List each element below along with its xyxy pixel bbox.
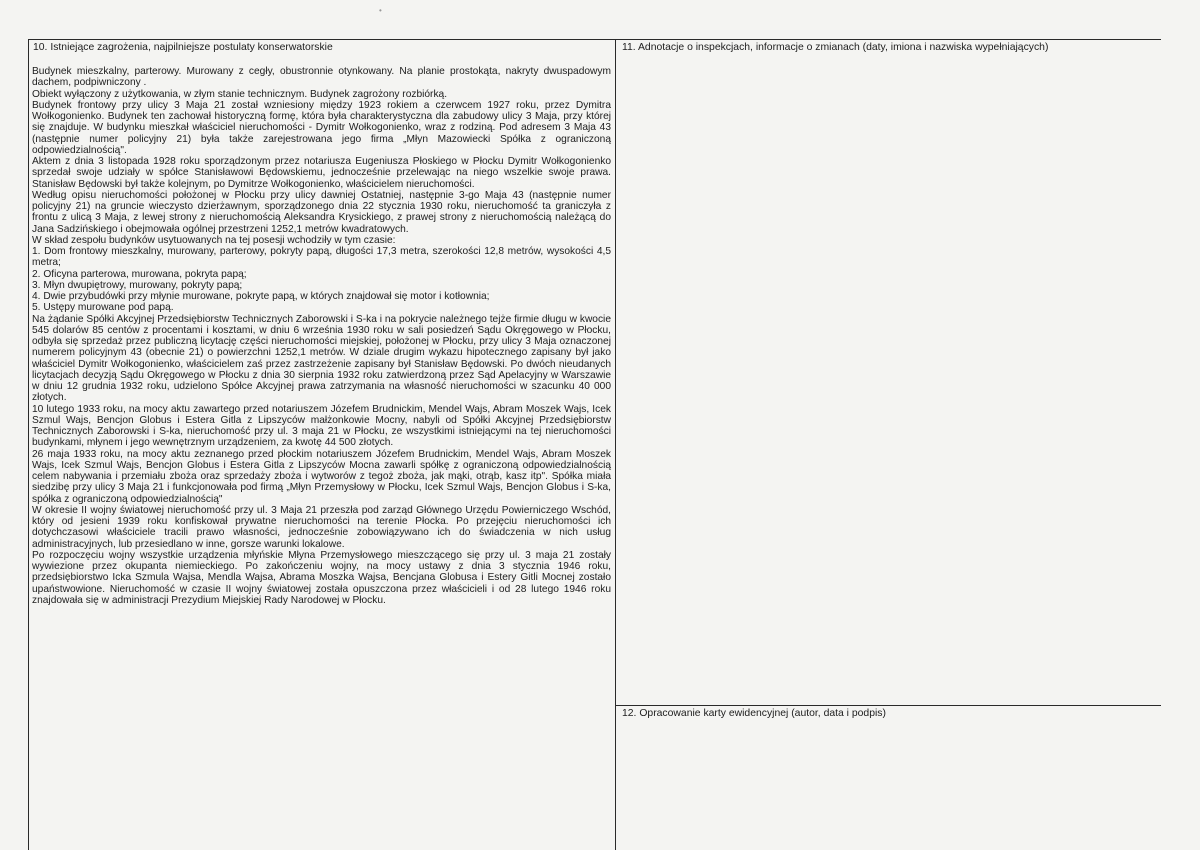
section-10-title: 10. Istniejące zagrożenia, najpilniejsze postulaty konserwatorskie — [33, 42, 333, 53]
right-cell-divider — [615, 705, 1161, 706]
list-item: 4. Dwie przybudówki przy młynie murowane, pokryte papą, w których znajdował się motor i kotłownia; — [32, 291, 490, 302]
paragraph: 26 maja 1933 roku, na mocy aktu zeznanego przed płockim notariuszem Józefem Brudnickim, Mendel Wajs, Abram Moszek Wajs, Icek Szmul Wajs, Bencjon Globus i Estera Gitla z Lipszyców Mocna zawarli spółkę z ograniczoną odpowiedzialnością celem nabywania i przemiału zboża oraz sprzedaży zboża i wytworów z tegoż zboża, jak mąki, otrąb, kasz itp". Spółka miała siedzibę przy ulicy 3 Maja 21 i funkcjonowała pod firmą „Młyn Przemysłowy w Płocku, Icek Szmul Wajs, Bencjon Globus i S-ka, spółka z ograniczoną odpowiedzialnością" — [32, 448, 611, 505]
paragraph: Aktem z dnia 3 listopada 1928 roku sporządzonym przez notariusza Eugeniusza Płoskiego w Płocku Dymitr Wołkogonienko sprzedał swoje udziały w spółce Stanisławowi Będowskiemu, jednocześnie przelewając na niego wszelkie swoje prawa. Stanisław Będowski był także kolejnym, po Dymitrze Wołkogonienko, właścicielem nieruchomości. — [32, 156, 611, 190]
paragraph: 10 lutego 1933 roku, na mocy aktu zawartego przed notariuszem Józefem Brudnickim, Mendel Wajs, Abram Moszek Wajs, Icek Szmul Wajs, Bencjon Globus i Estera Gitla z Lipszyców małżonkowie Mocny, nabyli od Spółki Akcyjnej Przedsiębiorstw Technicznych Zaborowski i S-ka, nieruchomość przy ul. 3 maja 21 w Płocku, ze wszystkimi istniejącymi na tej nieruchomości budynkami, młynem i jego wewnętrznym urządzeniem, za kwotę 44 500 złotych. — [32, 403, 611, 449]
top-border — [28, 39, 1161, 40]
left-border — [28, 39, 29, 850]
paragraph: Obiekt wyłączony z użytkowania, w złym stanie technicznym. Budynek zagrożony rozbiórką. — [32, 88, 448, 100]
section-12-title: 12. Opracowanie karty ewidencyjnej (autor, data i podpis) — [622, 708, 886, 719]
paragraph: Budynek frontowy przy ulicy 3 Maja 21 został wzniesiony między 1923 rokiem a czerwcem 1927 roku, przez Dymitra Wołkogonienko. Budynek ten zachował historyczną formę, która była charakterystyczna dla zabudowy ulicy 3 Maja, przy której się znajduje. W budynku mieszkał właściciel nieruchomości - Dymitr Wołkogonienko, wraz z rodziną. Pod adresem 3 Maja 43 (następnie numer policyjny 21) była także zarejestrowana jego firma „Młyn Mazowiecki Spółka z ograniczoną odpowiedzialnością". — [32, 99, 611, 156]
column-divider — [615, 39, 616, 850]
paragraph: W okresie II wojny światowej nieruchomość przy ul. 3 Maja 21 przeszła pod zarząd Głównego Urzędu Powierniczego Wschód, który od jesieni 1939 roku konfiskował prywatne nieruchomości na terenie Płocka. Po przejęciu nieruchomości ich dotychczasowi właściciele tracili prawo własności, jednocześnie zobowiązywano ich do świadczenia w nich usług administracyjnych, lub przesiedlano w inne, gorsze warunki lokalowe. — [32, 504, 611, 550]
scan-speck: • — [379, 6, 382, 15]
list-item: 3. Młyn dwupiętrowy, murowany, pokryty papą; — [32, 279, 243, 291]
section-10-body — [32, 66, 611, 606]
paragraph: Według opisu nieruchomości położonej w Płocku przy ulicy dawniej Ostatniej, następnie 3-go Maja 43 (następnie numer policyjny 21) na gruncie wieczysto dzierżawnym, sporządzonego dnia 22 stycznia 1930 roku, nieruchomość ta graniczyła z frontu z ulicą 3 Maja, z lewej strony z nieruchomością Aleksandra Krysickiego, z prawej strony z nieruchomością należącą do Jana Sadzińskiego i obejmowała ogólnej przestrzeni 1252,1 metrów kwadratowych. — [32, 189, 611, 235]
paragraph: Na żądanie Spółki Akcyjnej Przedsiębiorstw Technicznych Zaborowski i S-ka i na pokrycie należnego tejże firmie długu w kwocie 545 dolarów 85 centów z procentami i kosztami, w dniu 6 września 1930 roku w sali posiedzeń Sądu Okręgowego w Płocku, odbyła się sprzedaż przez publiczną licytację części nieruchomości miejskiej, położonej w Płocku, przy ulicy 3 Maja oznaczonej numerem policyjnym 43 (obecnie 21) o powierzchni 1252,1 metrów. W dziale drugim wykazu hipotecznego zapisany był jako właściciel Dymitr Wołkogonienko, właścicielem zaś przez zastrzeżenie zapisany był Stanisław Będowski. Po dwóch nieudanych licytacjach decyzją Sądu Okręgowego w Płocku z dnia 30 sierpnia 1932 roku zatwierdzoną przez Sąd Apelacyjny w Warszawie w dniu 12 grudnia 1932 roku, udzielono Spółce Akcyjnej prawa zatrzymania na własność nieruchomości w szacunku 40 000 złotych. — [32, 313, 611, 404]
paragraph: Budynek mieszkalny, parterowy. Murowany z cegły, obustronnie otynkowany. Na planie prostokąta, nakryty dwuspadowym dachem, podpiwniczony . — [32, 66, 611, 89]
list-item: 2. Oficyna parterowa, murowana, pokryta papą; — [32, 268, 247, 280]
list-item: 1. Dom frontowy mieszkalny, murowany, parterowy, pokryty papą, długości 17,3 metra, szerokości 12,8 metrów, wysokości 4,5 metra; — [32, 246, 611, 269]
list-item: 5. Ustępy murowane pod papą. — [32, 302, 174, 314]
paragraph: Po rozpoczęciu wojny wszystkie urządzenia młyńskie Młyna Przemysłowego mieszczącego się przy ul. 3 maja 21 zostały wywiezione przez okupanta niemieckiego. Po zakończeniu wojny, na mocy ustawy z dnia 3 stycznia 1946 roku, przedsiębiorstwo Icka Szmula Wajsa, Mendla Wajsa, Abrama Moszka Wajsa, Bencjana Globusa i Estery Gitli Mocnej zostało upaństwowione. Nieruchomość w czasie II wojny światowej została opuszczona przez właścicieli i od 28 lutego 1946 roku znajdowała się w administracji Prezydium Miejskiej Rady Narodowej w Płocku. — [32, 549, 611, 606]
section-11-title: 11. Adnotacje o inspekcjach, informacje o zmianach (daty, imiona i nazwiska wypełniających) — [622, 42, 1049, 53]
paragraph: W skład zespołu budynków usytuowanych na tej posesji wchodziły w tym czasie: — [32, 234, 396, 246]
